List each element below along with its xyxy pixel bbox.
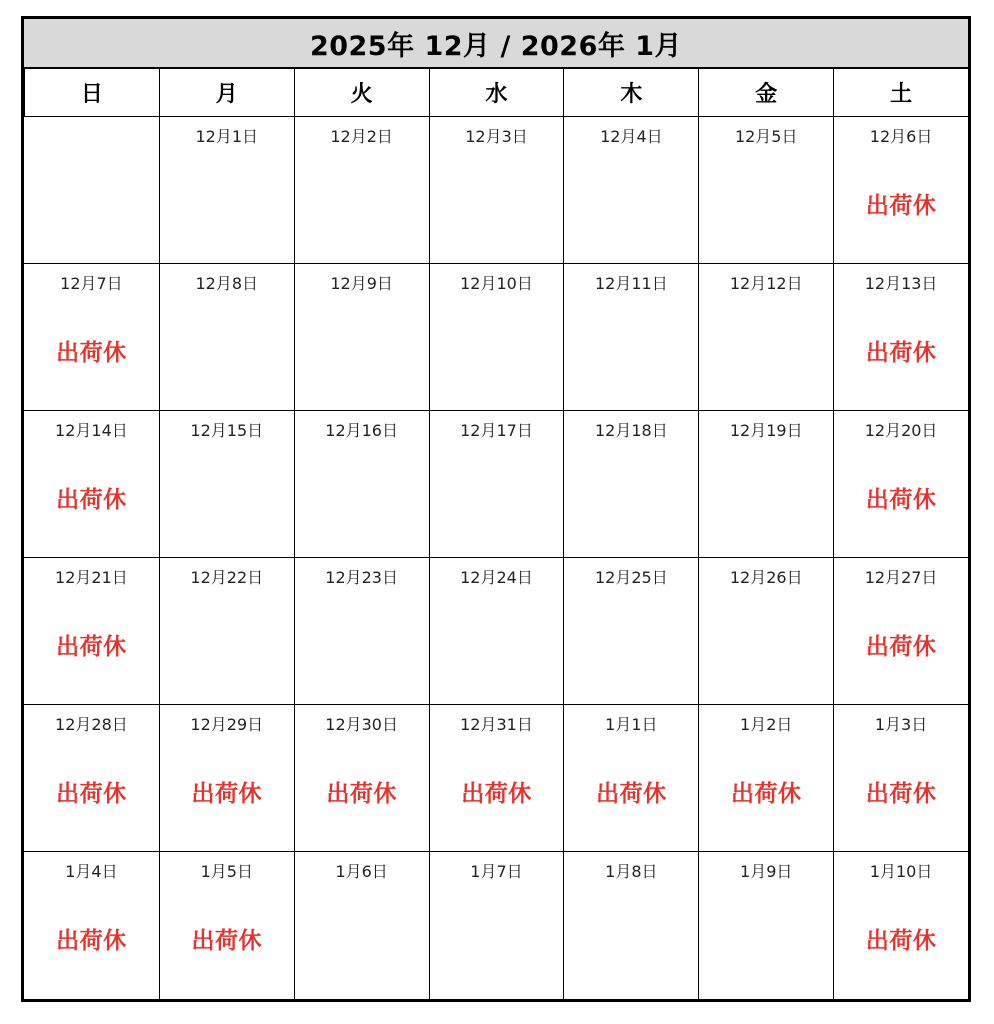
day-date-label: 12月13日: [864, 274, 938, 293]
calendar-day-cell: [698, 852, 833, 999]
calendar-day-cell: [429, 558, 564, 705]
calendar-table: [21, 16, 971, 1002]
shipping-holiday-label: 出荷休: [596, 781, 667, 807]
calendar-day-cell: [294, 411, 429, 558]
day-date-label: 12月1日: [195, 127, 259, 146]
calendar-day-cell: [429, 411, 564, 558]
day-date-label: 12月11日: [594, 274, 668, 293]
shipping-holiday-label: 出荷休: [865, 928, 937, 954]
shipping-holiday-label: 出荷休: [56, 781, 127, 807]
calendar-day-cell: [294, 264, 429, 411]
day-date-label: 12月30日: [325, 715, 398, 734]
calendar-day-cell: [294, 117, 429, 264]
calendar-day-cell: [833, 705, 968, 852]
weekday-header-thursday: 木: [563, 69, 698, 117]
shipping-holiday-label: 出荷休: [56, 634, 127, 660]
day-date-label: 1月5日: [200, 862, 253, 881]
day-date-label: 12月29日: [190, 715, 264, 734]
day-date-label: 1月9日: [740, 862, 793, 881]
calendar-day-cell: [429, 852, 564, 999]
weekday-header-monday: 月: [159, 69, 294, 117]
day-date-label: 1月3日: [874, 715, 928, 734]
day-date-label: 12月12日: [729, 274, 803, 293]
weekday-header-wednesday: 水: [429, 69, 564, 117]
calendar-day-cell: [563, 705, 698, 852]
day-date-label: 1月4日: [65, 862, 118, 881]
calendar-day-cell: [429, 117, 564, 264]
day-date-label: 12月26日: [729, 568, 803, 587]
calendar-day-cell: [833, 264, 968, 411]
calendar-day-cell: [698, 558, 833, 705]
calendar-day-cell: [563, 852, 698, 999]
day-date-label: 12月14日: [55, 421, 128, 440]
day-date-label: 12月16日: [325, 421, 398, 440]
calendar-day-cell: [159, 264, 294, 411]
calendar-day-cell: [24, 705, 159, 852]
day-date-label: 1月2日: [740, 715, 793, 734]
day-date-label: 1月1日: [605, 715, 658, 734]
calendar-day-cell: [563, 117, 698, 264]
day-date-label: 1月8日: [605, 862, 658, 881]
day-date-label: 12月4日: [600, 127, 663, 146]
calendar-day-cell: [24, 264, 159, 411]
shipping-holiday-label: 出荷休: [865, 487, 937, 513]
shipping-holiday-label: 出荷休: [461, 781, 532, 807]
shipping-holiday-label: 出荷休: [56, 928, 127, 954]
day-date-label: 12月7日: [60, 274, 123, 293]
day-date-label: 12月23日: [325, 568, 398, 587]
calendar-day-cell: [159, 558, 294, 705]
weekday-header-saturday: 土: [833, 69, 968, 117]
calendar-day-cell: [159, 411, 294, 558]
day-date-label: 12月25日: [594, 568, 668, 587]
calendar-day-cell: [429, 264, 564, 411]
day-date-label: 1月6日: [335, 862, 388, 881]
shipping-holiday-label: 出荷休: [191, 928, 263, 954]
shipping-holiday-label: 出荷休: [865, 781, 937, 807]
calendar-day-cell: [294, 558, 429, 705]
shipping-holiday-label: 出荷休: [56, 340, 127, 366]
calendar-day-cell: [833, 117, 968, 264]
calendar-day-cell: [698, 264, 833, 411]
calendar-day-cell: [159, 117, 294, 264]
day-date-label: 12月20日: [864, 421, 938, 440]
day-date-label: 12月24日: [460, 568, 533, 587]
shipping-holiday-label: 出荷休: [730, 781, 802, 807]
calendar-day-cell: [563, 264, 698, 411]
calendar-day-cell: [563, 411, 698, 558]
calendar-day-cell: [429, 705, 564, 852]
calendar-day-cell: [24, 411, 159, 558]
calendar-day-cell: [698, 705, 833, 852]
calendar-day-cell: [159, 705, 294, 852]
day-date-label: 12月18日: [594, 421, 668, 440]
weekday-header-sunday: 日: [24, 69, 159, 117]
calendar-day-cell: [24, 558, 159, 705]
calendar-day-cell: [294, 852, 429, 999]
day-date-label: 12月21日: [55, 568, 128, 587]
calendar-day-cell: [159, 852, 294, 999]
day-date-label: 12月10日: [460, 274, 533, 293]
day-date-label: 1月10日: [869, 862, 933, 881]
calendar-day-cell: [698, 117, 833, 264]
day-date-label: 12月2日: [330, 127, 393, 146]
calendar-day-cell: [833, 852, 968, 999]
weekday-header-friday: 金: [698, 69, 833, 117]
day-date-label: 12月17日: [460, 421, 533, 440]
calendar-day-cell: [698, 411, 833, 558]
calendar-day-cell: [833, 411, 968, 558]
shipping-holiday-label: 出荷休: [326, 781, 397, 807]
day-date-label: 12月5日: [734, 127, 798, 146]
day-date-label: 12月9日: [330, 274, 393, 293]
day-date-label: 12月3日: [465, 127, 528, 146]
calendar-day-cell: [24, 117, 159, 264]
day-date-label: 12月15日: [190, 421, 264, 440]
day-date-label: 12月27日: [864, 568, 938, 587]
shipping-holiday-label: 出荷休: [56, 487, 127, 513]
shipping-holiday-label: 出荷休: [865, 193, 937, 219]
shipping-holiday-label: 出荷休: [865, 340, 937, 366]
calendar-day-cell: [563, 558, 698, 705]
day-date-label: 1月7日: [470, 862, 523, 881]
day-date-label: 12月31日: [460, 715, 533, 734]
day-date-label: 12月28日: [55, 715, 128, 734]
day-date-label: 12月8日: [195, 274, 259, 293]
shipping-holiday-label: 出荷休: [191, 781, 263, 807]
calendar-day-cell: [833, 558, 968, 705]
calendar-day-cell: [294, 705, 429, 852]
day-date-label: 12月22日: [190, 568, 264, 587]
calendar-title: 2025年 12月 / 2026年 1月: [24, 19, 968, 69]
calendar-day-cell: [24, 852, 159, 999]
day-date-label: 12月6日: [869, 127, 933, 146]
shipping-holiday-label: 出荷休: [865, 634, 937, 660]
day-date-label: 12月19日: [729, 421, 803, 440]
weekday-header-tuesday: 火: [294, 69, 429, 117]
